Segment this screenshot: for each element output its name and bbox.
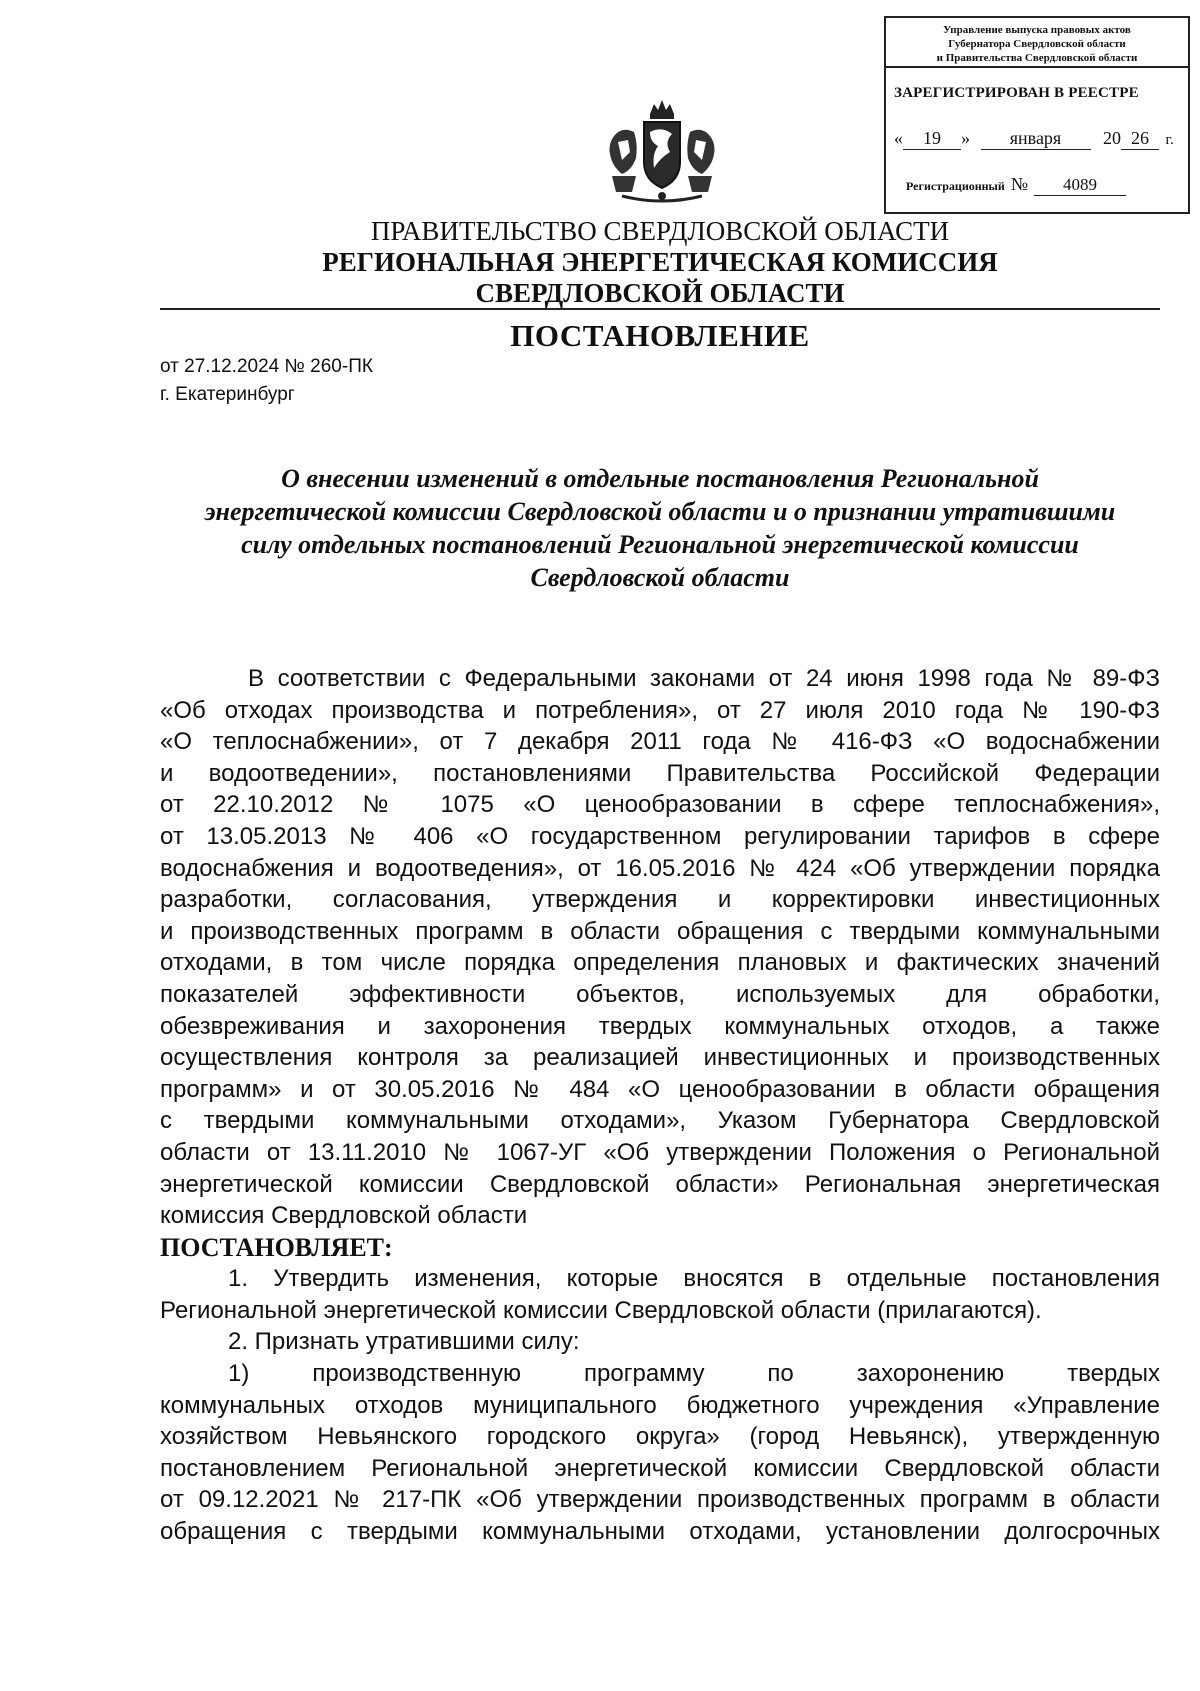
- stamp-issuer: [886, 18, 1188, 68]
- commission-title-line1: РЕГИОНАЛЬНАЯ ЭНЕРГЕТИЧЕСКАЯ КОМИССИЯ: [322, 247, 998, 277]
- body-line: от 09.12.2021 № 217-ПК «Об утверждении производственных программ в области: [160, 1486, 1160, 1514]
- body-line: энергетической комиссии Свердловской области» Региональная энергетическая: [160, 1170, 1160, 1198]
- resolves-heading: ПОСТАНОВЛЯЕТ:: [160, 1232, 393, 1262]
- body-line: обезвреживания и захоронения твердых коммунальных отходов, а также: [160, 1012, 1160, 1040]
- body-line: комиссия Свердловской области: [160, 1202, 528, 1230]
- subject-line: О внесении изменений в отдельные постановления Региональной: [281, 464, 1039, 493]
- stamp-registered-label: ЗАРЕГИСТРИРОВАН В РЕЕСТРЕ: [894, 85, 1139, 101]
- body-line: показателей эффективности объектов, используемых для обработки,: [160, 980, 1160, 1008]
- document-body: [160, 663, 1160, 1548]
- body-line: и производственных программ в области обращения с твердыми коммунальными: [160, 917, 1160, 945]
- stamp-number-label: Регистрационный: [906, 179, 1005, 193]
- body-line: разработки, согласования, утверждения и корректировки инвестиционных: [160, 886, 1160, 914]
- stamp-month: января: [981, 128, 1091, 150]
- stamp-date: [894, 128, 1174, 150]
- body-line: «О теплоснабжении», от 7 декабря 2011 года № 416-ФЗ «О водоснабжении: [160, 728, 1160, 756]
- subject-line: силу отдельных постановлений Региональной энергетической комиссии: [241, 530, 1079, 559]
- body-line: с твердыми коммунальными отходами», Указом Губернатора Свердловской: [160, 1107, 1160, 1135]
- stamp-day: 19: [903, 128, 961, 150]
- document-city: г. Екатеринбург: [160, 384, 295, 405]
- body-line: осуществления контроля за реализацией инвестиционных и производственных: [160, 1044, 1160, 1072]
- registration-stamp: [884, 16, 1190, 214]
- body-line: обращения с твердыми коммунальными отходами, установлении долгосрочных: [160, 1518, 1160, 1546]
- body-line: 1) производственную программу по захоронению твердых: [228, 1360, 1160, 1388]
- body-line: Региональной энергетической комиссии Свердловской области (прилагаются).: [160, 1296, 1042, 1324]
- government-title: ПРАВИТЕЛЬСТВО СВЕРДЛОВСКОЙ ОБЛАСТИ: [370, 216, 950, 246]
- header-divider: [160, 308, 1160, 310]
- subject-line: энергетической комиссии Свердловской области и о признании утратившими: [204, 497, 1116, 526]
- body-line: коммунальных отходов муниципального бюджетного учреждения «Управление: [160, 1391, 1160, 1419]
- body-line: водоснабжения и водоотведения», от 16.05.2016 № 424 «Об утверждении порядка: [160, 854, 1160, 882]
- stamp-year-suffix: 26: [1121, 128, 1159, 150]
- body-line: постановлением Региональной энергетической комиссии Свердловской области: [160, 1454, 1160, 1482]
- document-date-number: от 27.12.2024 № 260-ПК: [160, 356, 373, 377]
- stamp-issuer-line: Управление выпуска правовых актов: [943, 24, 1131, 36]
- body-line: от 13.05.2013 № 406 «О государственном регулировании тарифов в сфере: [160, 822, 1160, 850]
- coat-of-arms-icon: [592, 96, 732, 208]
- body-line: области от 13.11.2010 № 1067-УГ «Об утверждении Положения о Региональной: [160, 1138, 1160, 1166]
- stamp-date-mid: »: [961, 128, 970, 148]
- stamp-issuer-line: и Правительства Свердловской области: [936, 52, 1138, 64]
- body-line: и водоотведении», постановлениями Правительства Российской Федерации: [160, 759, 1160, 787]
- body-line: В соответствии с Федеральными законами от 24 июня 1998 года № 89-ФЗ: [248, 665, 1160, 692]
- stamp-number-row: [906, 174, 1126, 196]
- stamp-year-prefix: 20: [1103, 128, 1121, 148]
- stamp-issuer-line: Губернатора Свердловской области: [948, 38, 1126, 50]
- subject-line: Свердловской области: [530, 563, 790, 592]
- body-line: 1. Утвердить изменения, которые вносятся в отдельные постановления: [228, 1265, 1160, 1293]
- body-line: «Об отходах производства и потребления», от 27 июля 2010 года № 190-ФЗ: [160, 696, 1160, 724]
- body-line: хозяйством Невьянского городского округа» (город Невьянск), утвержденную: [160, 1423, 1160, 1451]
- stamp-number-symbol: №: [1010, 174, 1029, 194]
- document-type: ПОСТАНОВЛЕНИЕ: [510, 318, 810, 353]
- document-subject: [160, 462, 1160, 594]
- body-line: программ» и от 30.05.2016 № 484 «О ценообразовании в области обращения: [160, 1075, 1160, 1103]
- stamp-date-open: «: [894, 128, 903, 148]
- stamp-year-unit: г.: [1165, 132, 1174, 148]
- stamp-number: 4089: [1034, 175, 1126, 196]
- body-line: отходами, в том числе порядка определения плановых и фактических значений: [160, 949, 1160, 977]
- body-line: 2. Признать утратившими силу:: [228, 1328, 580, 1356]
- body-line: от 22.10.2012 № 1075 «О ценообразовании в сфере теплоснабжения»,: [160, 791, 1160, 819]
- commission-title-line2: СВЕРДЛОВСКОЙ ОБЛАСТИ: [475, 278, 845, 308]
